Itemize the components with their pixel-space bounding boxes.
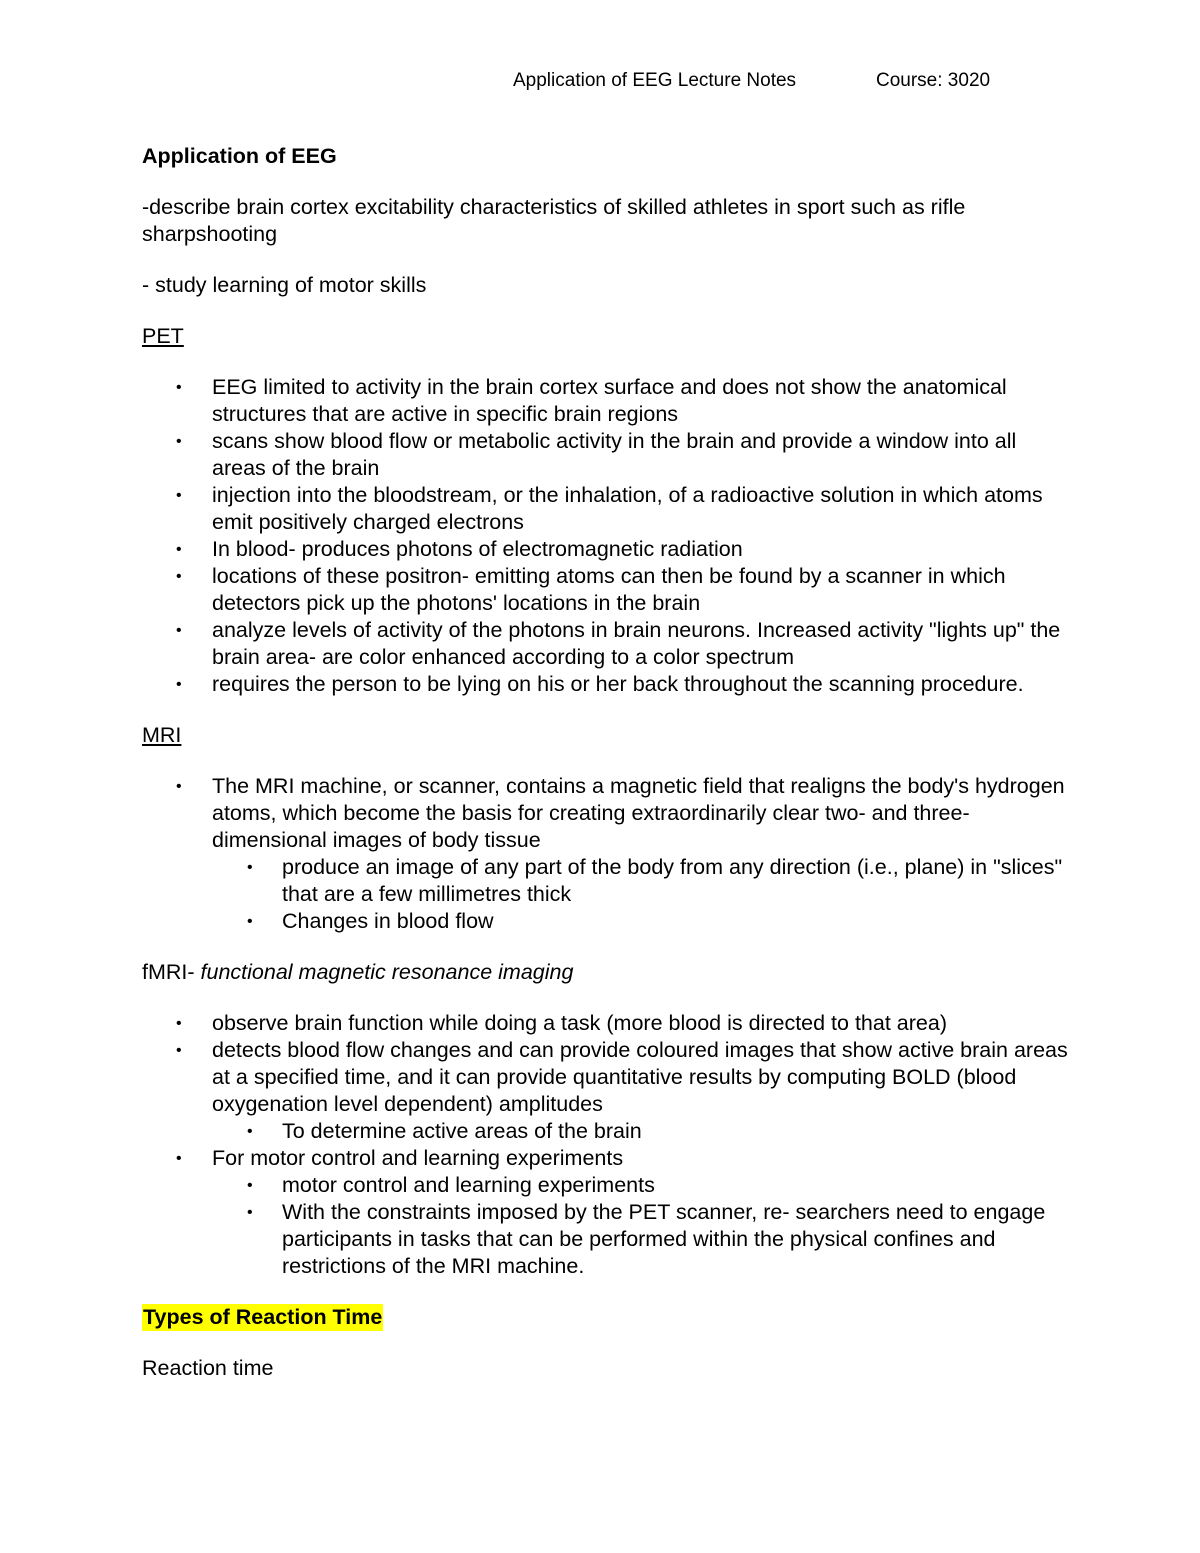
header-course: Course: 3020 <box>876 70 991 91</box>
list-item-text: For motor control and learning experiments <box>212 1146 624 1170</box>
list-item <box>142 773 1072 935</box>
list-item: • EEG limited to activity in the brain cortex surface and does not show the anatomical structures that are active in specific brain regions <box>142 374 1072 428</box>
sub-list-item: • With the constraints imposed by the PET scanner, re- searchers need to engage participants in tasks that can be performed within the physical confines and restrictions of the MRI machine. <box>141 1199 1072 1280</box>
list-item: • requires the person to be lying on his or her back throughout the scanning procedure. <box>142 671 1072 698</box>
mri-sub-list <box>212 854 1072 935</box>
reaction-time-text: Reaction time <box>142 1356 274 1380</box>
document-title: Application of EEG <box>142 144 337 168</box>
section-heading-reaction-time <box>142 1304 1072 1331</box>
fmri-bullet-list <box>142 1010 1072 1280</box>
list-item: • injection into the bloodstream, or the inhalation, of a radioactive solution in which atoms emit positively charged electrons <box>142 482 1072 536</box>
header-title: Application of EEG Lecture Notes <box>513 70 797 91</box>
list-item: • observe brain function while doing a task (more blood is directed to that area) <box>142 1010 1072 1037</box>
document-body <box>142 143 1072 1406</box>
sub-list-item: • produce an image of any part of the body from any direction (i.e., plane) in "slices" that are a few millimetres thick <box>141 854 1072 908</box>
intro-paragraph: -describe brain cortex excitability characteristics of skilled athletes in sport such as rifle sharpshooting <box>142 195 966 246</box>
fmri-heading-prefix: fMRI- <box>142 960 195 984</box>
fmri-heading-italic: functional magnetic resonance imaging <box>200 960 574 984</box>
sub-list-item: • motor control and learning experiments <box>141 1172 1072 1199</box>
section-heading-pet: PET <box>142 324 184 348</box>
fmri-sub-list <box>212 1118 1072 1145</box>
list-item <box>142 1037 1072 1145</box>
section-heading-mri: MRI <box>142 723 182 747</box>
list-item: • In blood- produces photons of electromagnetic radiation <box>142 536 1072 563</box>
list-item: • analyze levels of activity of the photons in brain neurons. Increased activity "lights up" the brain area- are color enhanced according to a color spectrum <box>142 617 1072 671</box>
sub-list-item: • Changes in blood flow <box>141 908 1072 935</box>
fmri-sub-list <box>212 1172 1072 1280</box>
list-item-text: detects blood flow changes and can provide coloured images that show active brain areas at a specified time, and it can provide quantitative results by computing BOLD (blood oxygenation level dependent) amplitudes <box>212 1038 1068 1116</box>
intro-paragraph: - study learning of motor skills <box>142 273 427 297</box>
pet-bullet-list <box>142 374 1072 698</box>
list-item-text: The MRI machine, or scanner, contains a magnetic field that realigns the body's hydrogen atoms, which become the basis for creating extraordinarily clear two- and three-dimensional images of body tissue <box>212 774 1065 852</box>
list-item: • locations of these positron- emitting atoms can then be found by a scanner in which detectors pick up the photons' locations in the brain <box>142 563 1072 617</box>
list-item <box>142 1145 1072 1280</box>
page-header <box>0 70 1200 98</box>
mri-bullet-list <box>142 773 1072 935</box>
list-item: • scans show blood flow or metabolic activity in the brain and provide a window into all areas of the brain <box>142 428 1072 482</box>
highlighted-heading: Types of Reaction Time <box>143 1305 383 1329</box>
sub-list-item: • To determine active areas of the brain <box>141 1118 1072 1145</box>
section-heading-fmri <box>142 959 1072 986</box>
